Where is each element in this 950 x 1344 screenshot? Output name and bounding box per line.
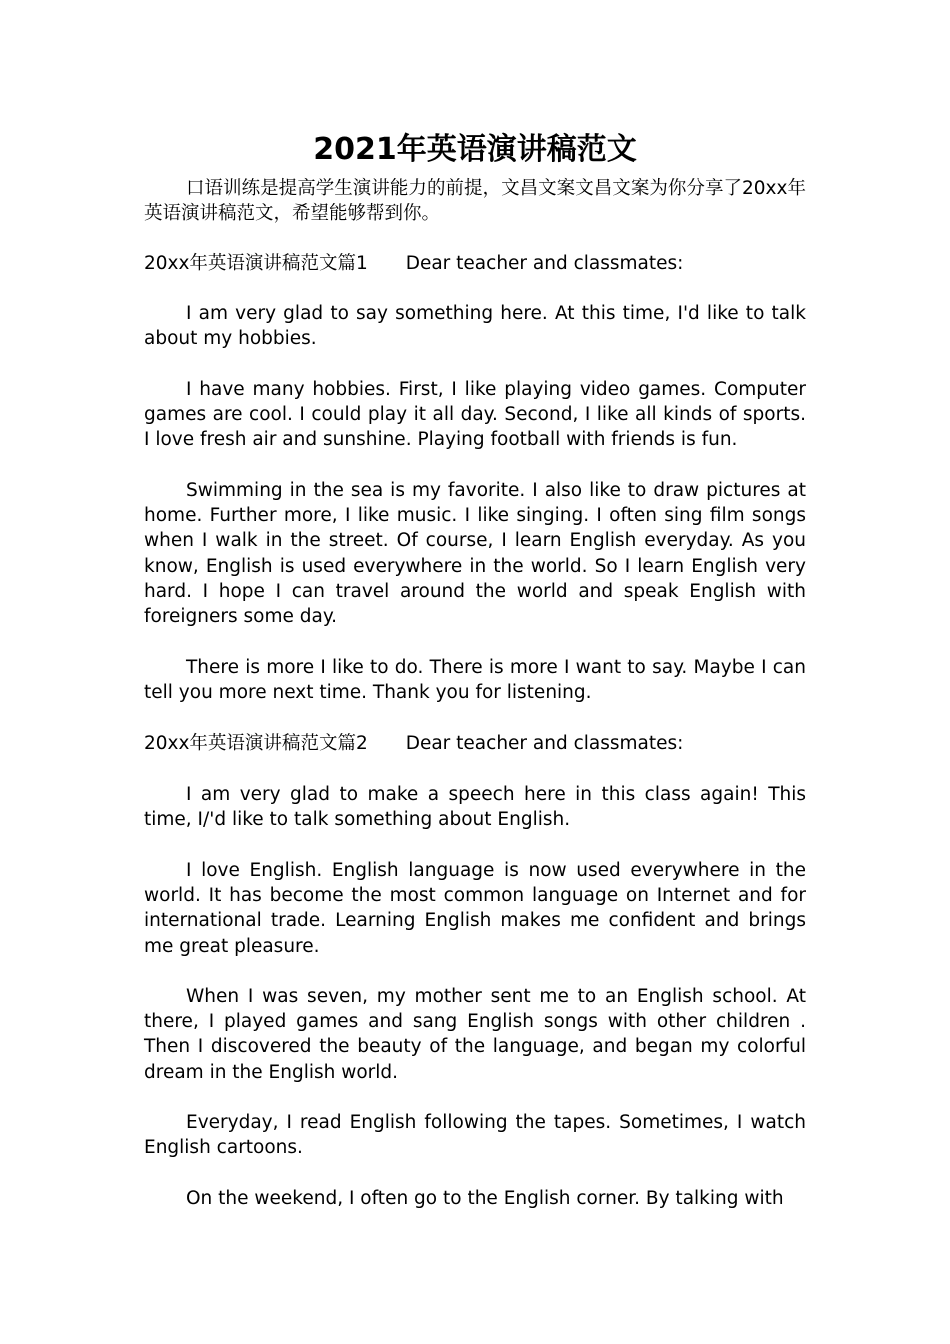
section-1-title: 20xx年英语演讲稿范文篇1 bbox=[144, 253, 368, 274]
section-1-greeting: Dear teacher and classmates: bbox=[405, 253, 684, 274]
section-2-paragraph: I am very glad to make a speech here in this class again! This time, I/'d like to talk something about English. bbox=[144, 784, 806, 831]
section-1-paragraph: I have many hobbies. First, I like playing video games. Computer games are cool. I could play it all day. Second, I like all kinds of sports. I love fresh air and sunshine. Playing football with friends is fun. bbox=[144, 379, 806, 451]
section-2-paragraph: When I was seven, my mother sent me to an English school. At there, I played games and sang English songs with other children . Then I discovered the beauty of the language, and began my colorful dream in the English world. bbox=[144, 986, 806, 1083]
section-1-paragraph: There is more I like to do. There is more I want to say. Maybe I can tell you more next time. Thank you for listening. bbox=[144, 657, 806, 704]
section-2-greeting: Dear teacher and classmates: bbox=[405, 733, 684, 754]
section-2-paragraph: Everyday, I read English following the tapes. Sometimes, I watch English cartoons. bbox=[144, 1112, 806, 1159]
section-1-heading bbox=[144, 251, 806, 276]
section-1-paragraph: Swimming in the sea is my favorite. I also like to draw pictures at home. Further more, I like music. I like singing. I often sing film songs when I walk in the street. Of course, I learn English everyday. As you know, English is used everywhere in the world. So I learn English very hard. I hope I can travel around the world and speak English with foreigners some day. bbox=[144, 480, 806, 628]
intro-paragraph: 口语训练是提高学生演讲能力的前提，文昌文案文昌文案为你分享了20xx年英语演讲稿范文，希望能够帮到你。 bbox=[144, 178, 806, 225]
section-2-title: 20xx年英语演讲稿范文篇2 bbox=[144, 733, 368, 754]
section-2-paragraph: On the weekend, I often go to the English corner. By talking with bbox=[186, 1188, 784, 1209]
section-2-heading bbox=[144, 731, 806, 756]
document-title: 2021年英语演讲稿范文 bbox=[313, 132, 637, 167]
section-2-paragraph: I love English. English language is now used everywhere in the world. It has become the most common language on Internet and for international trade. Learning English makes me confident and brings me great pleasure. bbox=[144, 860, 806, 957]
section-1-paragraph: I am very glad to say something here. At this time, I'd like to talk about my hobbies. bbox=[144, 303, 806, 350]
